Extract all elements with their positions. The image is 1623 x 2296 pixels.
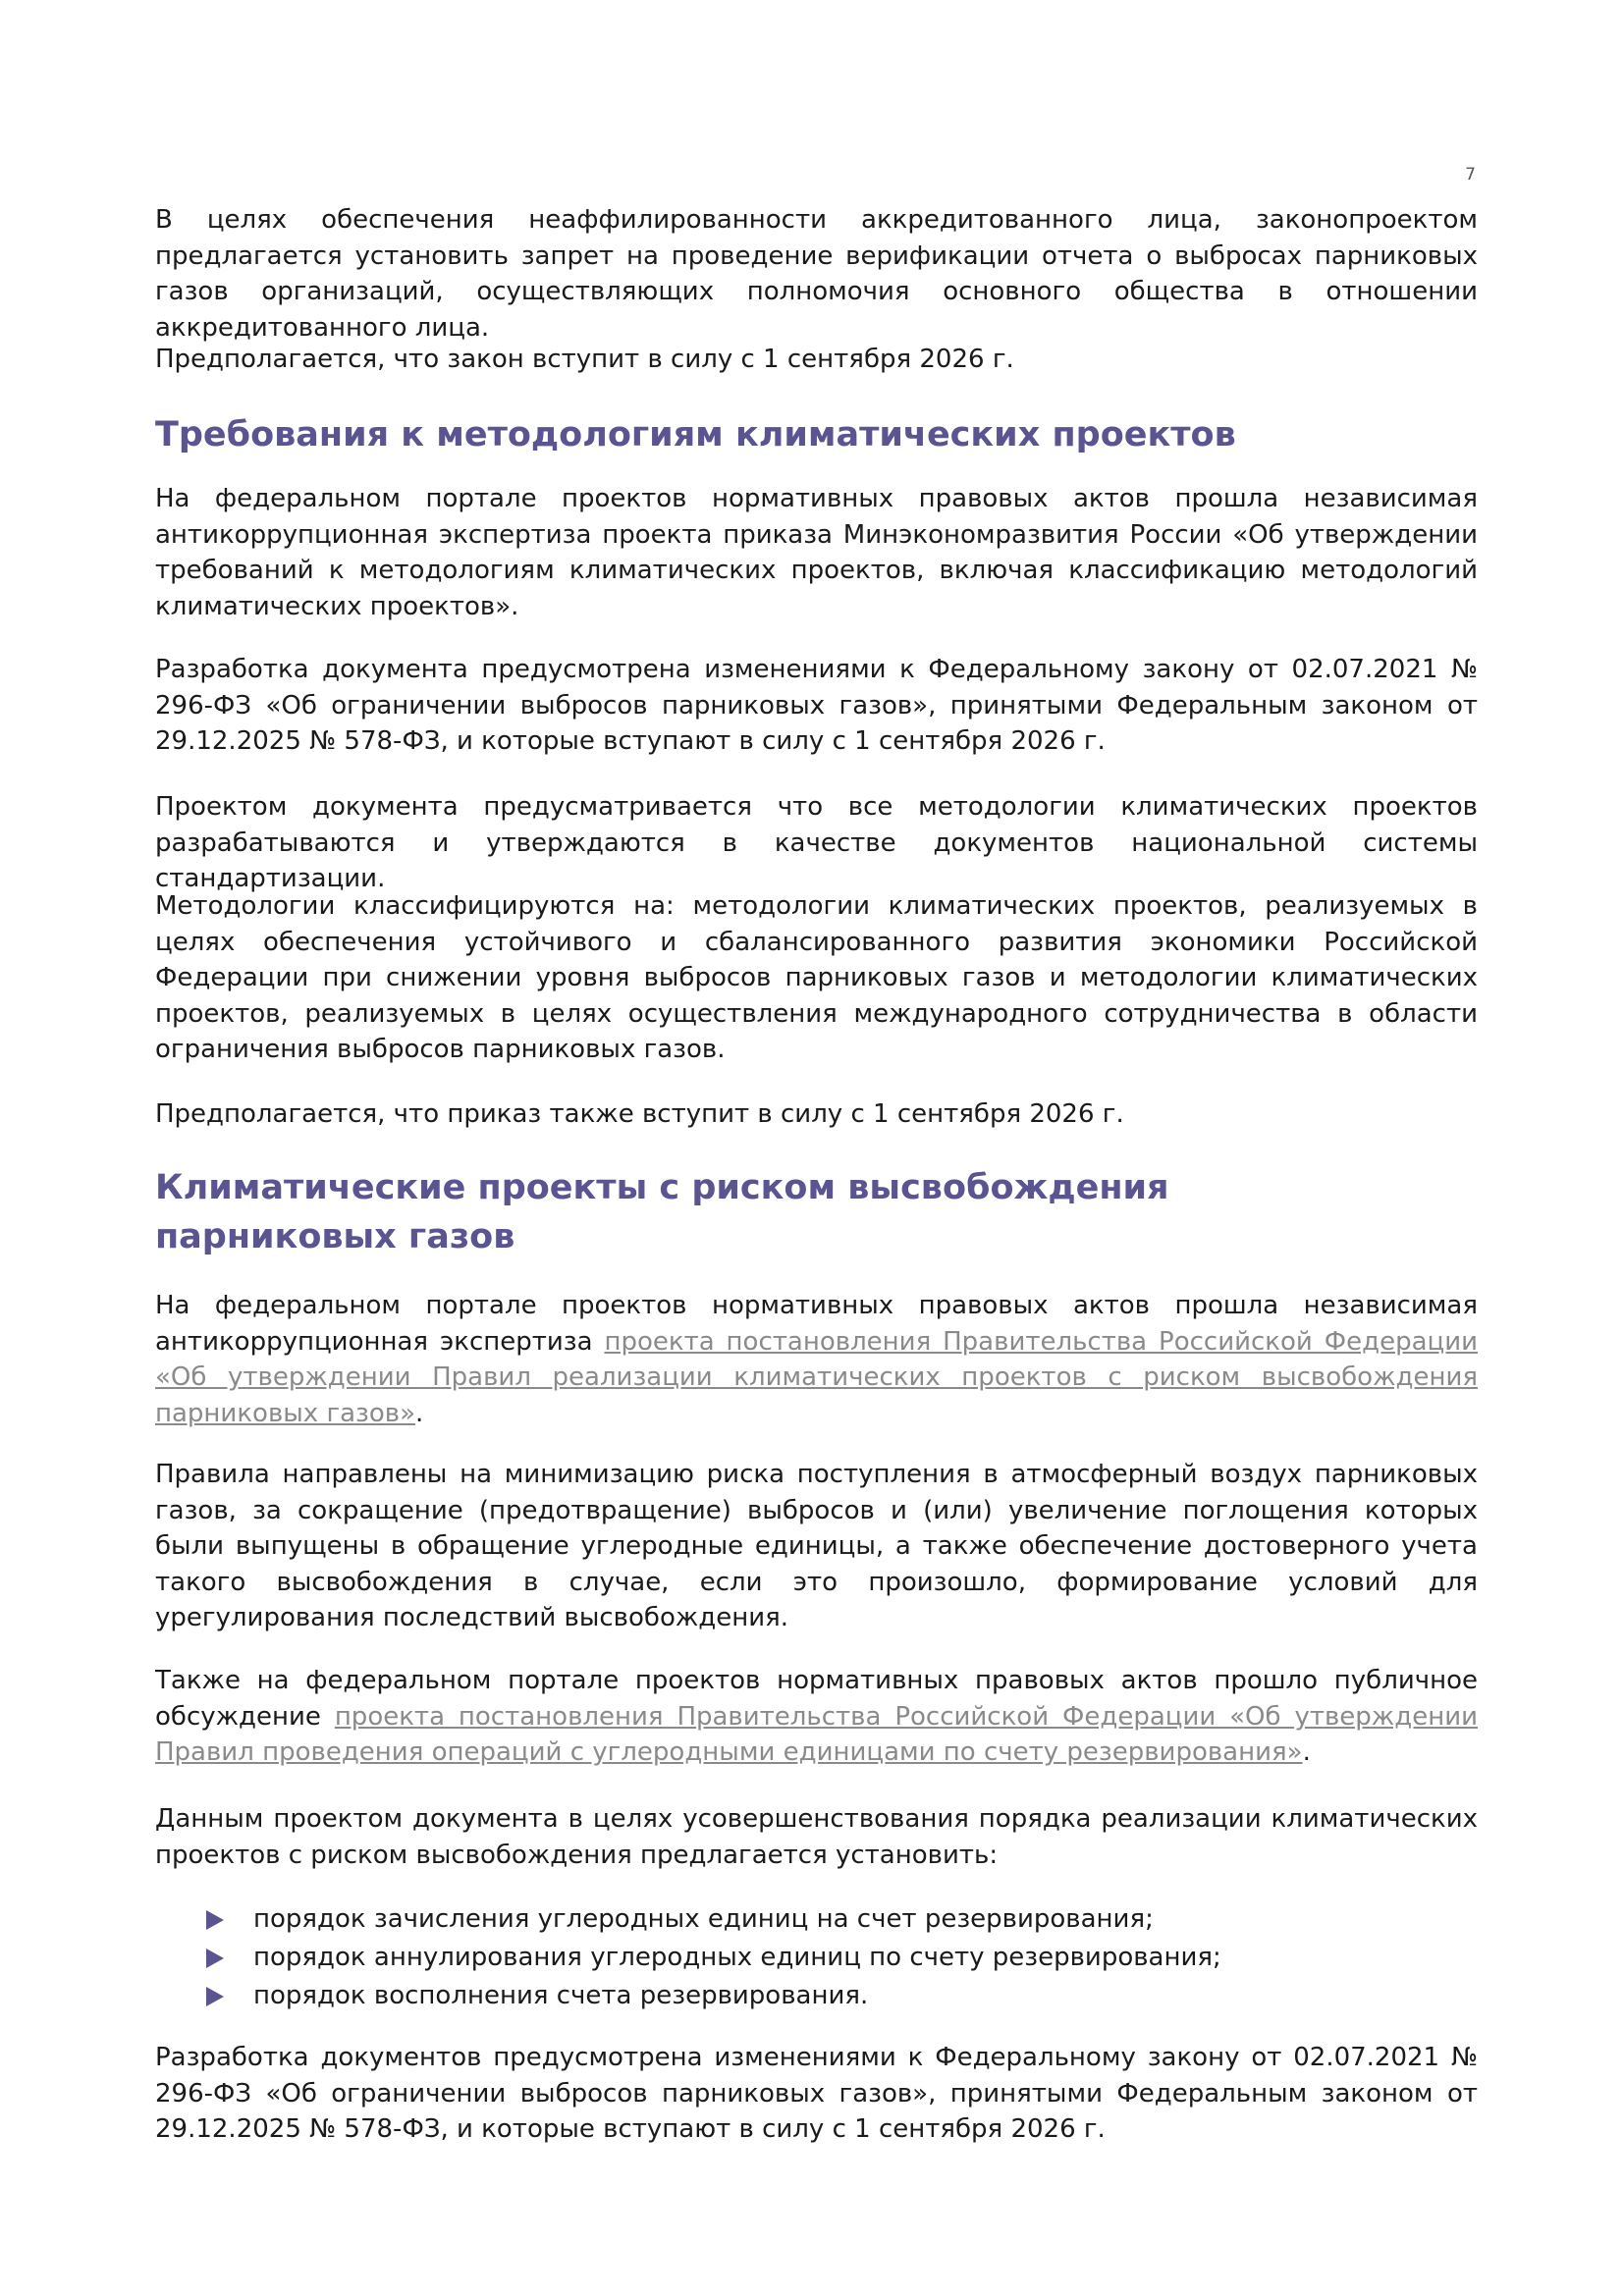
resolution-draft-link[interactable]: проекта постановления Правительства Российской Федерации «Об утверждении Правил реализации климатических проектов с риском высвобождения парниковых газов»: [155, 1326, 1478, 1428]
list-item: [155, 1900, 1478, 1939]
list-item: [155, 1977, 1478, 2015]
paragraph-affiliation-ban: В целях обеспечения неаффилированности аккредитованного лица, законопроектом предлагается установить запрет на проведение верификации отчета о выбросах парниковых газов организаций, осуществляющих полномочия основного общества в отношении аккредитованного лица.: [155, 205, 1478, 343]
list-item-text: порядок зачисления углеродных единиц на счет резервирования;: [253, 1904, 1154, 1934]
section-heading-methodologies: Требования к методологиям климатических проектов: [155, 415, 1236, 454]
triangle-bullet-icon: [206, 1949, 224, 1968]
paragraph-methodology-classification: Методологии классифицируются на: методологии климатических проектов, реализуемых в целях обеспечения устойчивого и сбалансированного развития экономики Российской Федерации при снижении уровня выбросов парниковых газов и методологии климатических проектов, реализуемых в целях осуществления международного сотрудничества в области ограничения выбросов парниковых газов.: [155, 891, 1478, 1065]
paragraph-text: .: [415, 1398, 424, 1428]
paragraph-rules-purpose: Правила направлены на минимизацию риска поступления в атмосферный воздух парниковых газов, за сокращение (предотвращение) выбросов и (или) увеличение поглощения которых были выпущены в обращение углеродные единицы, а также обеспечение достоверного учета такого высвобождения в случае, если это произошло, формирование условий для урегулирования последствий высвобождения.: [155, 1460, 1478, 1633]
paragraph-text: .: [1302, 1737, 1311, 1768]
paragraph-text: На федеральном портале проектов нормативных правовых актов прошла независимая антикоррупционная экспертиза: [155, 1291, 1478, 1357]
reserve-account-resolution-link[interactable]: проекта постановления Правительства Российской Федерации «Об утверждении Правил проведения операций с углеродными единицами по счету резервирования»: [155, 1701, 1478, 1768]
section-heading-release-risk: Климатические проекты с риском высвобождения парниковых газов: [155, 1168, 1169, 1256]
paragraph-proposal-intro: Данным проектом документа в целях усовершенствования порядка реализации климатических проектов с риском высвобождения предлагается установить:: [155, 1804, 1478, 1870]
paragraph-law-effective-date: Предполагается, что закон вступит в силу с 1 сентября 2026 г.: [155, 345, 1014, 374]
paragraph-documents-development: Разработка документов предусмотрена изменениями к Федеральному закону от 02.07.2021 № 296-ФЗ «Об ограничении выбросов парниковых газов», принятыми Федеральным законом от 29.12.2025 № 578-ФЗ, и которые вступают в силу с 1 сентября 2026 г.: [155, 2043, 1478, 2145]
paragraph-public-discussion: [155, 1663, 1478, 1771]
list-item-text: порядок восполнения счета резервирования.: [253, 1981, 869, 2010]
bullet-list: [155, 1900, 1478, 2015]
paragraph-order-effective-date: Предполагается, что приказ также вступит в силу с 1 сентября 2026 г.: [155, 1099, 1124, 1129]
triangle-bullet-icon: [206, 1987, 224, 2006]
page-number: 7: [1465, 165, 1476, 185]
list-item: [155, 1939, 1478, 1977]
paragraph-document-development: Разработка документа предусмотрена изменениями к Федеральному закону от 02.07.2021 № 296-ФЗ «Об ограничении выбросов парниковых газов», принятыми Федеральным законом от 29.12.2025 № 578-ФЗ, и которые вступают в силу с 1 сентября 2026 г.: [155, 655, 1478, 757]
paragraph-anticorruption-expertise-resolution: [155, 1288, 1478, 1431]
paragraph-anticorruption-expertise-order: На федеральном портале проектов нормативных правовых актов прошла независимая антикоррупционная экспертиза проекта приказа Минэкономразвития России «Об утверждении требований к методологиям климатических проектов, включая классификацию методологий климатических проектов».: [155, 484, 1478, 621]
paragraph-standardization: Проектом документа предусматривается что все методологии климатических проектов разрабатываются и утверждаются в качестве документов национальной системы стандартизации.: [155, 792, 1478, 894]
list-item-text: порядок аннулирования углеродных единиц по счету резервирования;: [253, 1943, 1221, 1972]
triangle-bullet-icon: [206, 1910, 224, 1930]
paragraph-text: Также на федеральном портале проектов нормативных правовых актов прошло публичное обсуждение: [155, 1666, 1478, 1732]
